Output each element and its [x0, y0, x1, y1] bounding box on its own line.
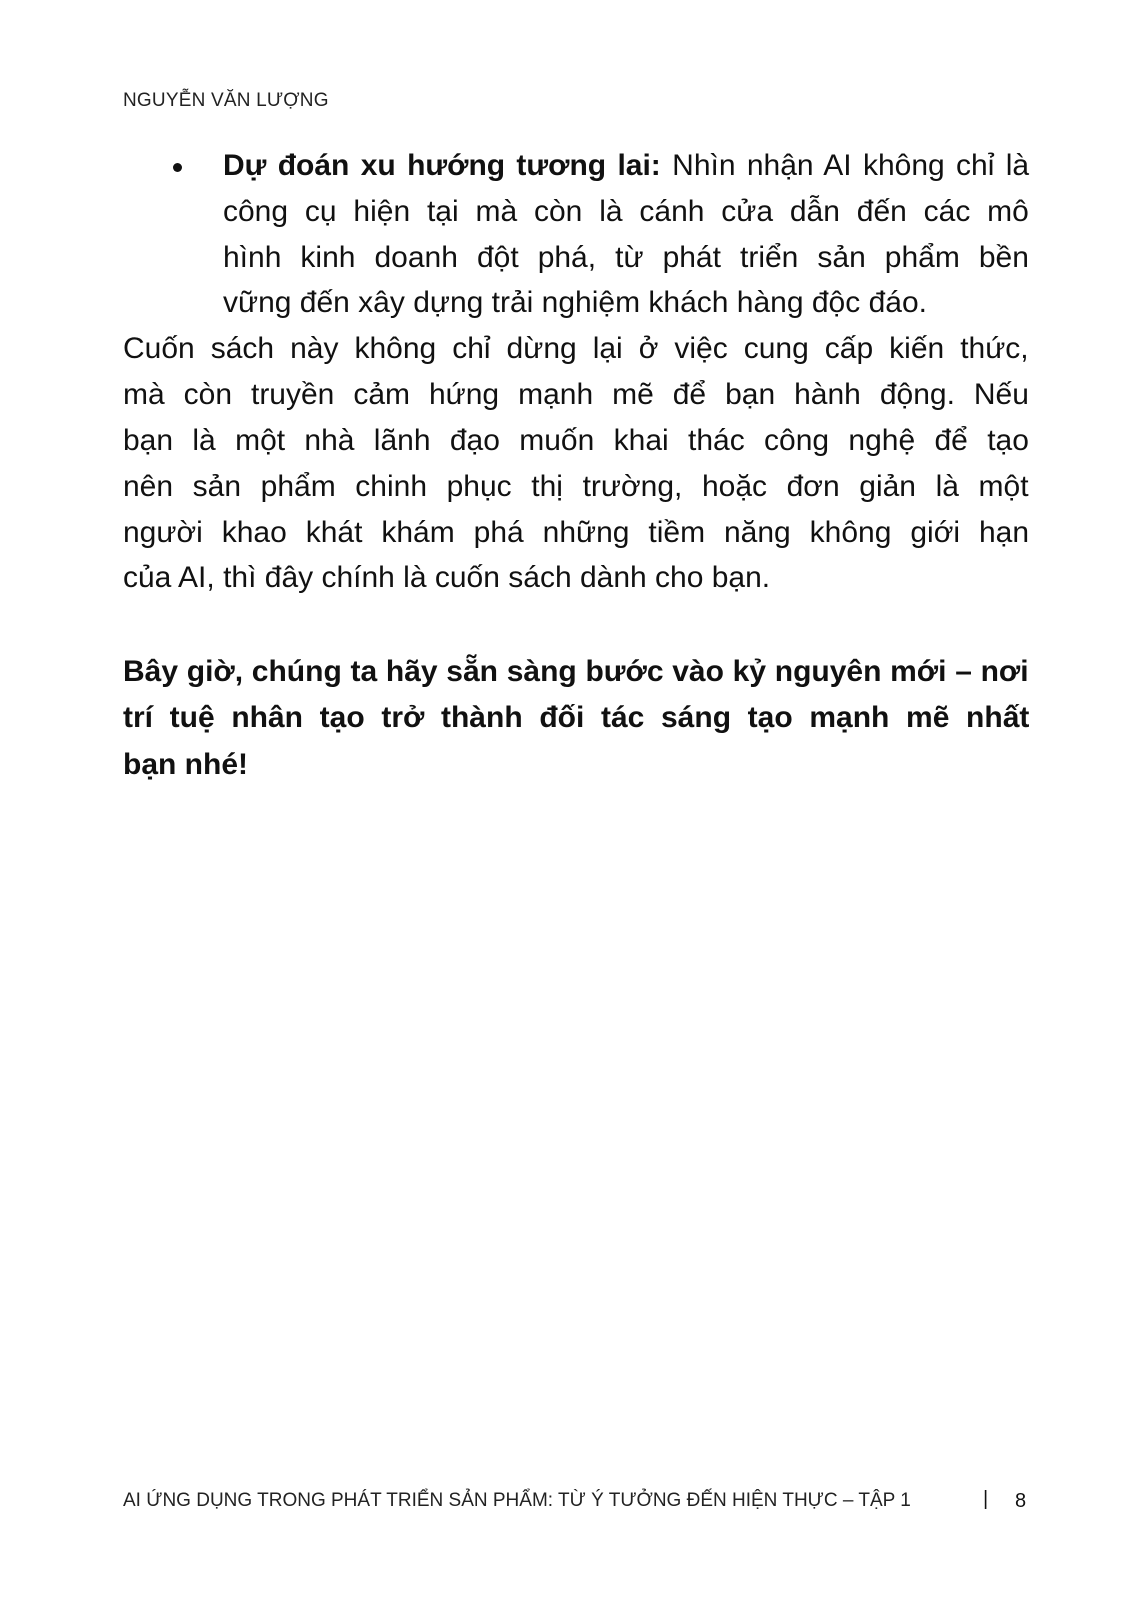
- bullet-line: công cụ hiện tại mà còn là cánh cửa dẫn đến các mô: [223, 195, 1029, 228]
- paragraph-line: Cuốn sách này không chỉ dừng lại ở việc cung cấp kiến thức,: [123, 332, 1029, 365]
- page-number: 8: [1015, 1490, 1027, 1512]
- bullet-line: Dự đoán xu hướng tương lai: Nhìn nhận AI không chỉ là: [223, 149, 1030, 182]
- footer-book-title: AI ỨNG DỤNG TRONG PHÁT TRIỂN SẢN PHẨM: TỪ Ý TƯỞNG ĐẾN HIỆN THỰC – TẬP 1: [123, 1490, 911, 1511]
- bullet-line: vững đến xây dựng trải nghiệm khách hàng độc đáo.: [223, 286, 927, 319]
- closing-line: bạn nhé!: [123, 748, 248, 781]
- closing-line: trí tuệ nhân tạo trở thành đối tác sáng tạo mạnh mẽ nhất: [123, 701, 1030, 734]
- running-header: NGUYỄN VĂN LƯỢNG: [123, 90, 329, 111]
- paragraph-line: người khao khát khám phá những tiềm năng không giới hạn: [123, 516, 1030, 549]
- bullet-line: hình kinh doanh đột phá, từ phát triển sản phẩm bền: [223, 241, 1029, 274]
- paragraph-line: mà còn truyền cảm hứng mạnh mẽ để bạn hành động. Nếu: [123, 378, 1029, 411]
- paragraph-line: của AI, thì đây chính là cuốn sách dành cho bạn.: [123, 561, 771, 594]
- closing-line: Bây giờ, chúng ta hãy sẵn sàng bước vào kỷ nguyên mới – nơi: [123, 655, 1029, 688]
- paragraph-line: bạn là một nhà lãnh đạo muốn khai thác công nghệ để tạo: [123, 424, 1029, 457]
- bullet-dot: [173, 163, 182, 172]
- footer-separator: |: [983, 1488, 989, 1510]
- bullet-title: Dự đoán xu hướng tương lai:: [223, 149, 661, 182]
- paragraph-line: nên sản phẩm chinh phục thị trường, hoặc đơn giản là một: [123, 470, 1029, 503]
